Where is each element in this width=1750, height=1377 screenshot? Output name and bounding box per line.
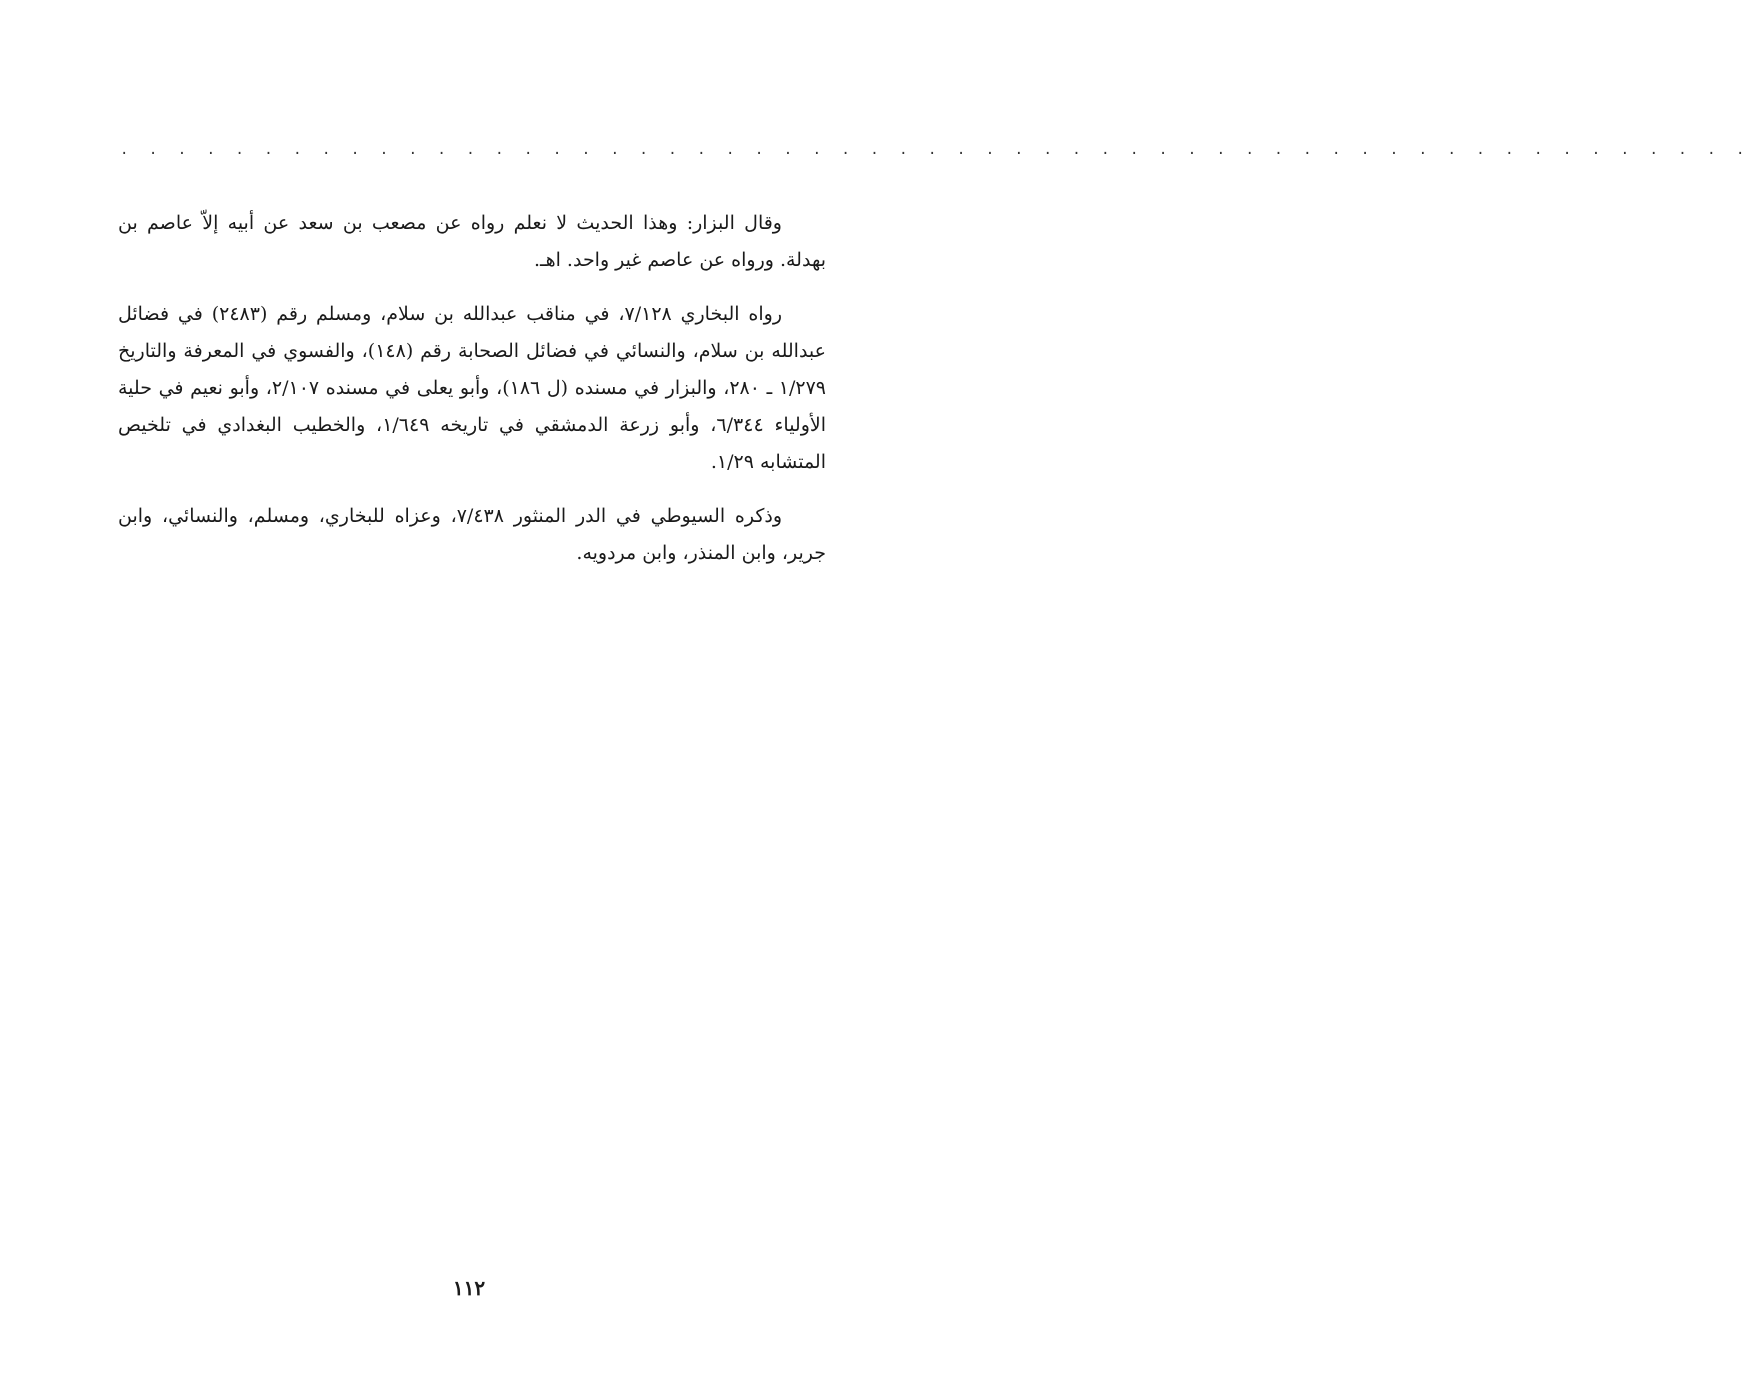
footnote-separator: . . . . . . . . . . . . . . . . . . . . . . . . . . . . . . . . . . . . . . . . . . . . . . . . . . . . . . . . . bbox=[120, 142, 1750, 158]
paragraph-takhrij: رواه البخاري ٧/١٢٨، في مناقب عبدالله بن سلام، ومسلم رقم (٢٤٨٣) في فضائل عبدالله بن سلام، والنسائي في فضائل الصحابة رقم (١٤٨)، والفسوي في المعرفة والتاريخ ١/٢٧٩ ـ ٢٨٠، والبزار في مسنده (ل ١٨٦)، وأبو يعلى في مسنده ٢/١٠٧، وأبو نعيم في حلية الأولياء ٦/٣٤٤، وأبو زرعة الدمشقي في تاريخه ١/٦٤٩، والخطيب البغدادي في تلخيص المتشابه ١/٢٩. bbox=[118, 303, 827, 473]
paragraph-suyuti: وذكره السيوطي في الدر المنثور ٧/٤٣٨، وعزاه للبخاري، ومسلم، والنسائي، وابن جرير، وابن المنذر، وابن مردويه. bbox=[118, 505, 826, 564]
page-number: ١١٢ bbox=[452, 1276, 486, 1300]
footnote-body bbox=[118, 205, 826, 589]
paragraph-bazzar-quote: وقال البزار: وهذا الحديث لا نعلم رواه عن مصعب بن سعد عن أبيه إلاّ عاصم بن بهدلة. ورواه عن عاصم غير واحد. اهـ. bbox=[118, 212, 826, 271]
